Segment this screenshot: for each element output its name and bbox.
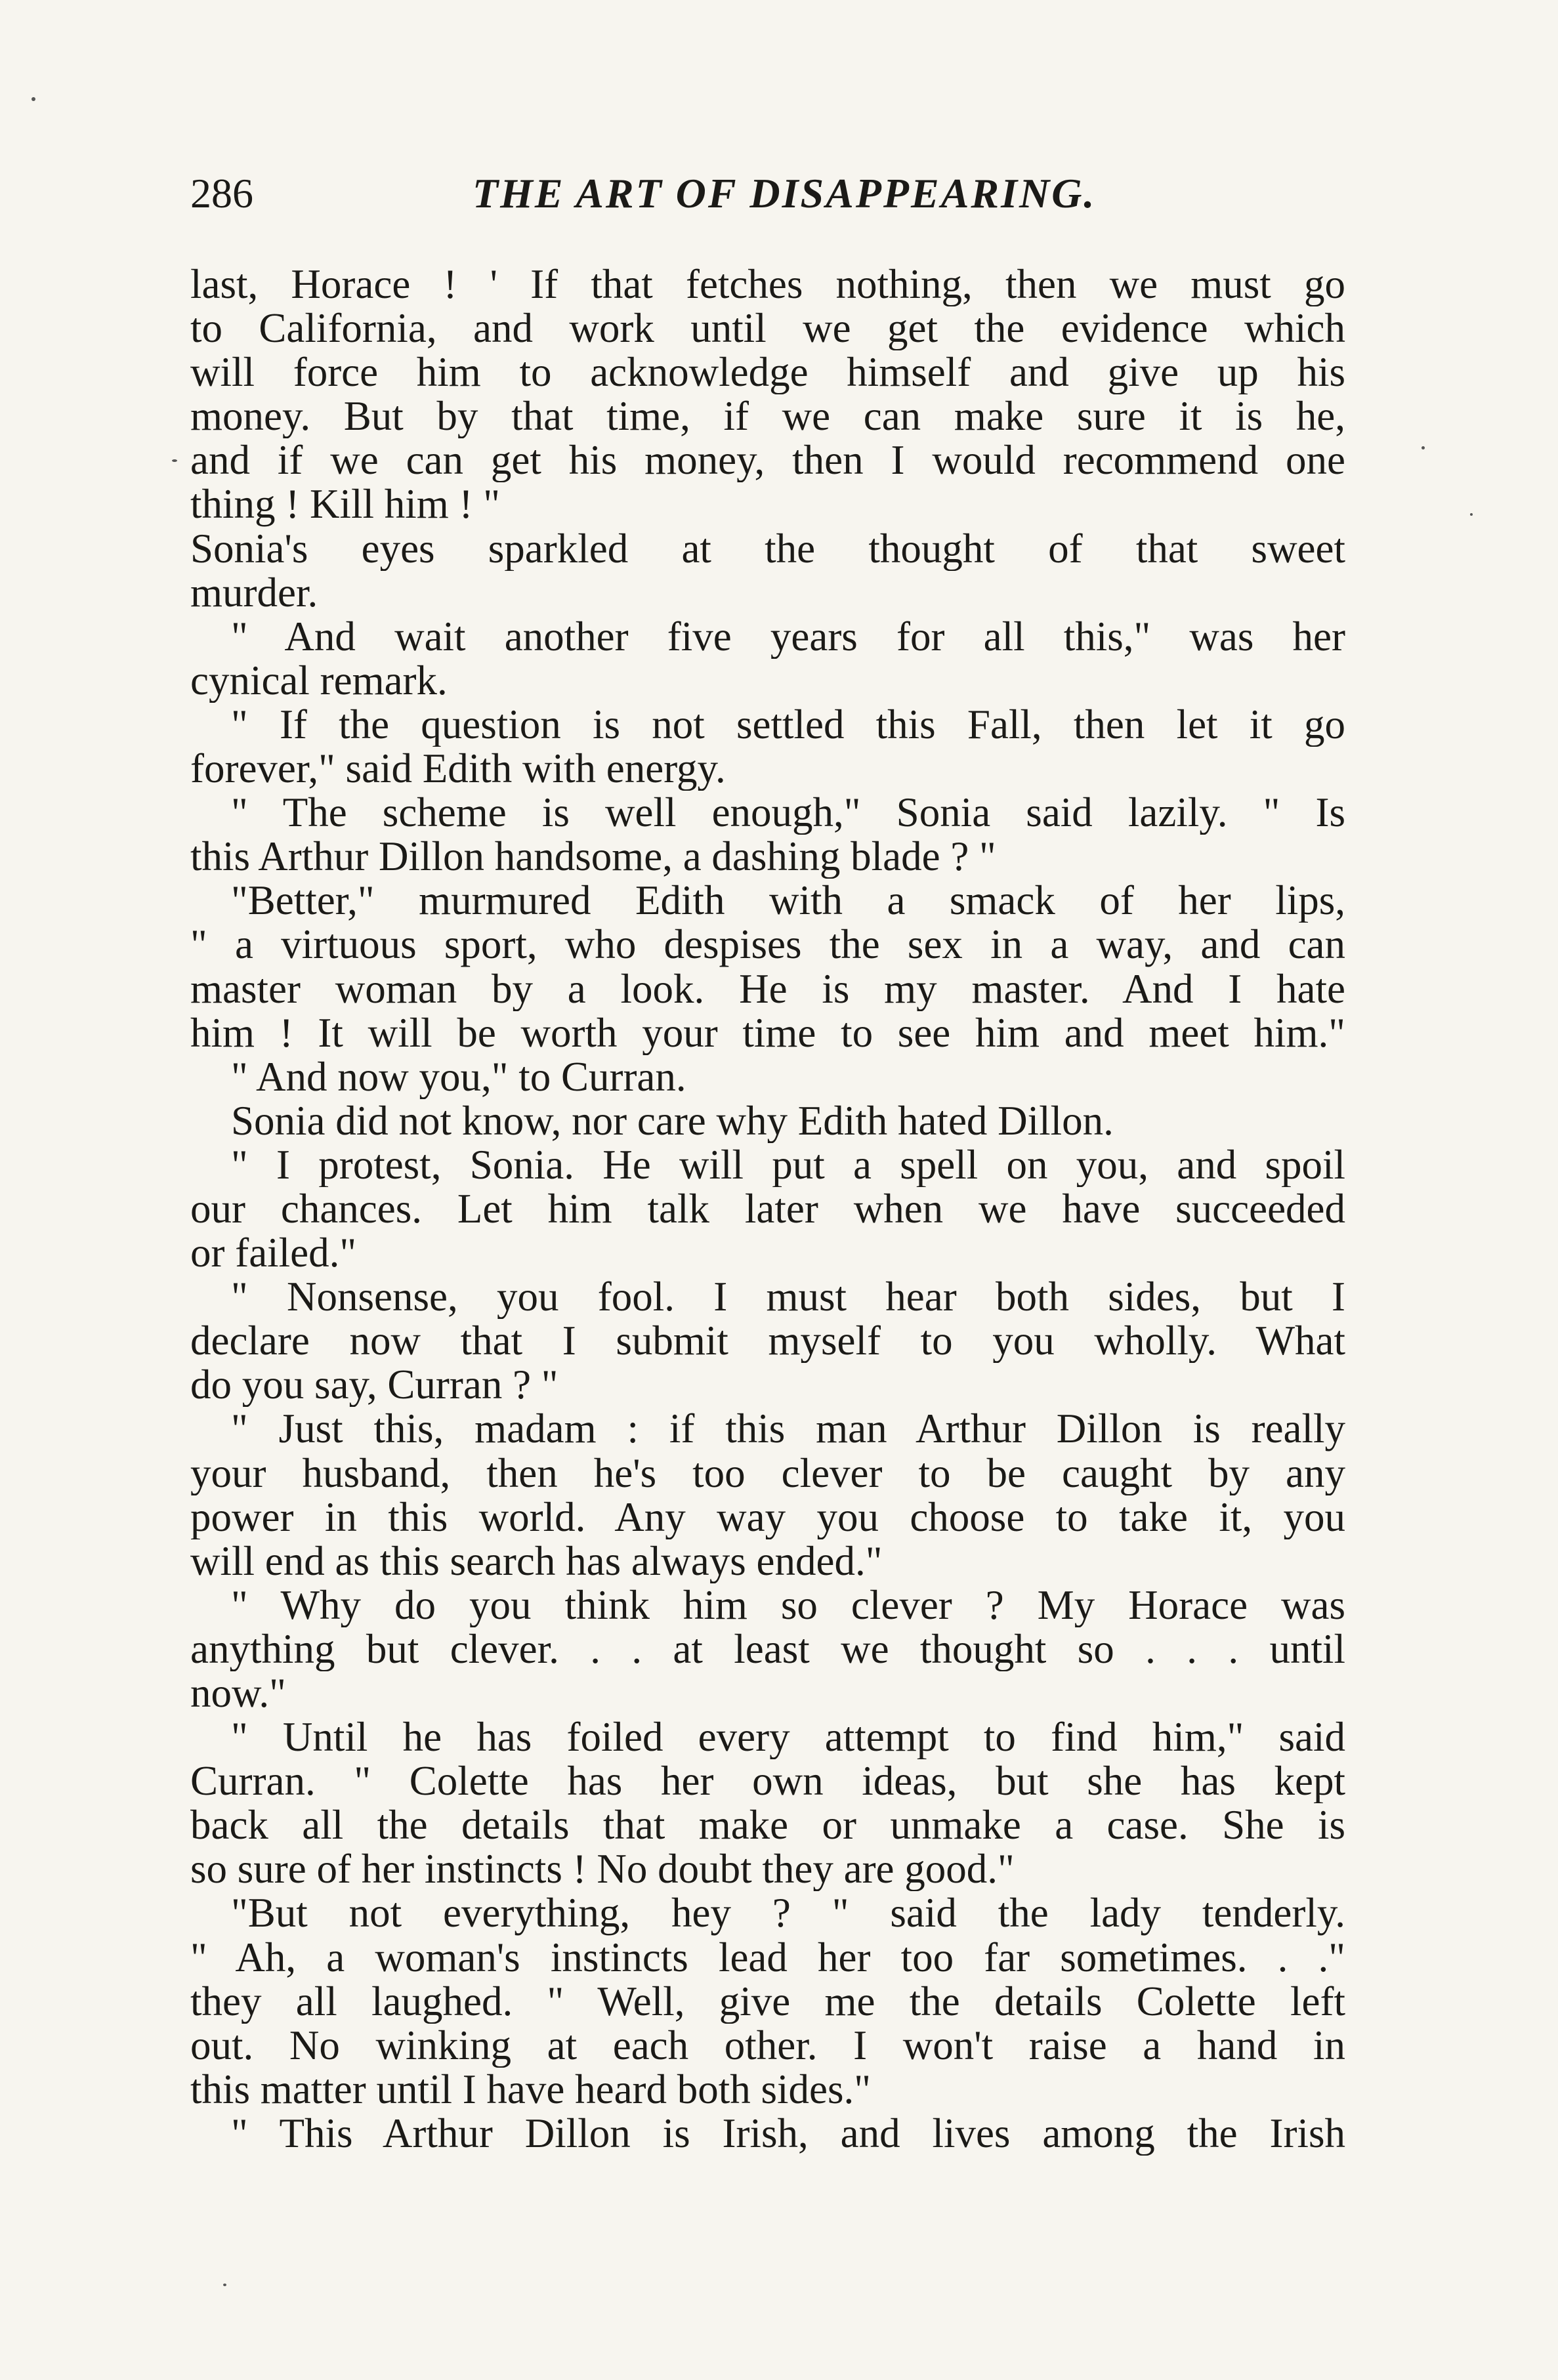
text-line: thing ! Kill him ! "	[190, 482, 500, 527]
text-line: declare now that I submit myself to you wholly. What	[190, 1319, 1345, 1364]
text-line: " And now you," to Curran.	[231, 1054, 686, 1099]
text-line: "Better," murmured Edith with a smack of her lips,	[231, 879, 1345, 923]
text-line: forever," said Edith with energy.	[190, 747, 726, 791]
text-line: " And wait another five years for all this," was her	[231, 614, 1345, 659]
text-line: this matter until I have heard both sides."	[190, 2067, 871, 2112]
text-line: " If the question is not settled this Fall, then let it go	[231, 702, 1345, 747]
text-line: your husband, then he's too clever to be caught by any	[190, 1451, 1345, 1495]
text-line: " a virtuous sport, who despises the sex in a way, and can	[190, 923, 1345, 967]
text-line: so sure of her instincts ! No doubt they are good."	[190, 1847, 1015, 1892]
text-line: murder.	[190, 570, 318, 615]
text-line: " I protest, Sonia. He will put a spell on you, and spoil	[231, 1142, 1345, 1187]
text-line: will end as this search has always ended."	[190, 1539, 883, 1583]
text-line: " Just this, madam : if this man Arthur Dillon is really	[231, 1407, 1345, 1451]
text-line: out. No winking at each other. I won't raise a hand in	[190, 2023, 1345, 2068]
text-line: do you say, Curran ? "	[190, 1363, 558, 1408]
text-line: " Nonsense, you fool. I must hear both sides, but I	[231, 1275, 1345, 1320]
text-line: money. But by that time, if we can make sure it is he,	[190, 394, 1345, 439]
text-line: " This Arthur Dillon is Irish, and lives among the Irish	[231, 2111, 1345, 2156]
paper-speck	[32, 97, 35, 101]
text-line: "But not everything, hey ? " said the lady tenderly.	[231, 1891, 1345, 1936]
text-line: him ! It will be worth your time to see him and meet him."	[190, 1011, 1345, 1055]
page-header	[190, 164, 1345, 223]
running-title: THE ART OF DISAPPEARING.	[473, 170, 1097, 217]
paper-speck	[1421, 446, 1425, 449]
text-line: cynical remark.	[190, 658, 448, 703]
text-line: anything but clever. . . at least we thought so . . . until	[190, 1627, 1345, 1671]
text-line: " Why do you think him so clever ? My Horace was	[231, 1583, 1345, 1627]
text-line: back all the details that make or unmake a case. She is	[190, 1803, 1345, 1848]
text-line: now."	[190, 1671, 286, 1716]
paper-speck	[223, 2284, 226, 2286]
text-line: to California, and work until we get the evidence which	[190, 306, 1345, 351]
text-line: Curran. " Colette has her own ideas, but she has kept	[190, 1759, 1345, 1804]
text-line: they all laughed. " Well, give me the details Colette left	[190, 1979, 1345, 2024]
text-line: " The scheme is well enough," Sonia said lazily. " Is	[231, 791, 1345, 835]
text-line: " Ah, a woman's instincts lead her too far sometimes. . ."	[190, 1935, 1345, 1980]
text-line: master woman by a look. He is my master. And I hate	[190, 967, 1345, 1011]
page-number: 286	[190, 170, 253, 217]
paper-speck	[172, 459, 177, 462]
text-line: our chances. Let him talk later when we have succeeded	[190, 1186, 1345, 1232]
text-line: " Until he has foiled every attempt to find him," said	[231, 1715, 1345, 1760]
text-line: Sonia did not know, nor care why Edith hated Dillon.	[231, 1098, 1114, 1143]
text-line: or failed."	[190, 1231, 357, 1276]
paper-speck	[1470, 513, 1473, 516]
text-line: Sonia's eyes sparkled at the thought of that sweet	[190, 526, 1345, 571]
text-line: power in this world. Any way you choose to take it, you	[190, 1495, 1345, 1539]
body-text	[190, 262, 1345, 2156]
text-line: last, Horace ! ' If that fetches nothing, then we must go	[190, 262, 1345, 307]
text-line: this Arthur Dillon handsome, a dashing blade ? "	[190, 835, 996, 879]
text-line: and if we can get his money, then I would recommend one	[190, 438, 1345, 483]
text-line: will force him to acknowledge himself and give up his	[190, 350, 1345, 395]
